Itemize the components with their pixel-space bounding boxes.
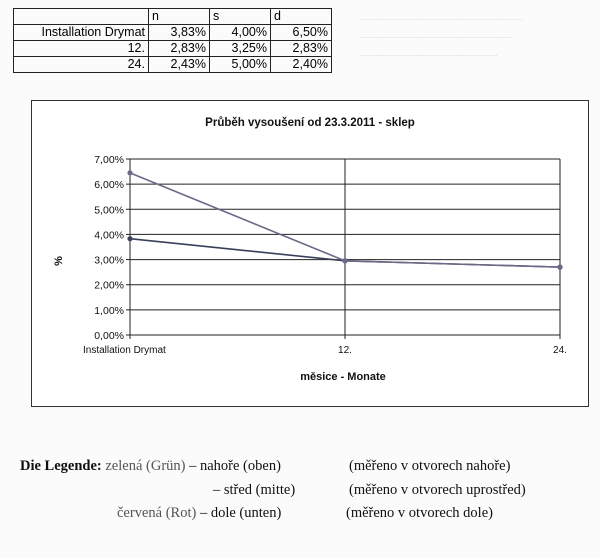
table-cell: 2,83% bbox=[271, 41, 332, 57]
y-tick-label: 1,00% bbox=[94, 304, 124, 317]
legend-middle-note: (měřeno v otvorech uprostřed) bbox=[349, 482, 526, 498]
background-ghost-text-1: ................................................................. bbox=[360, 12, 523, 22]
table-header-cell: d bbox=[271, 9, 332, 25]
table-cell: 2,43% bbox=[149, 57, 210, 73]
table-header-cell: n bbox=[149, 9, 210, 25]
data-point bbox=[342, 258, 347, 263]
legend-middle-label: – střed (mitte) bbox=[213, 482, 296, 498]
table-cell: 3,83% bbox=[149, 25, 210, 41]
y-tick-label: 2,00% bbox=[94, 279, 124, 292]
background-ghost-text-2: ............................................................. bbox=[360, 30, 513, 40]
table-row bbox=[14, 57, 332, 73]
table-cell: 2,83% bbox=[149, 41, 210, 57]
table-cell: 12. bbox=[14, 41, 149, 57]
x-tick-label: 24. bbox=[553, 345, 567, 356]
y-tick-label: 0,00% bbox=[94, 330, 124, 342]
legend-red-label: červená (Rot) bbox=[117, 505, 197, 521]
y-axis-label: % bbox=[53, 256, 65, 266]
x-tick-label: Installation Drymat bbox=[83, 345, 166, 356]
table-header-cell: s bbox=[210, 9, 271, 25]
y-tick-label: 7,00% bbox=[94, 154, 124, 166]
x-axis-label: měsice - Monate bbox=[300, 371, 386, 383]
y-tick-label: 6,00% bbox=[94, 179, 124, 192]
legend-bottom-label: – dole (unten) bbox=[199, 505, 282, 521]
chart-title: Průběh vysoušení od 23.3.2011 - sklep bbox=[205, 117, 415, 129]
x-tick-label: 12. bbox=[338, 345, 352, 356]
table-cell: Installation Drymat bbox=[14, 25, 149, 41]
table-header-cell bbox=[14, 9, 149, 25]
table-cell: 24. bbox=[14, 57, 149, 73]
y-tick-label: 4,00% bbox=[94, 229, 124, 242]
table-cell: 2,40% bbox=[271, 57, 332, 73]
table-row bbox=[14, 25, 332, 41]
table-cell: 4,00% bbox=[210, 25, 271, 41]
legend-line-3 bbox=[117, 505, 281, 522]
y-tick-label: 5,00% bbox=[94, 204, 124, 217]
legend-green-label: zelená (Grün) bbox=[105, 458, 186, 474]
data-point bbox=[127, 170, 132, 175]
line-chart bbox=[32, 101, 588, 406]
legend-top-note: (měřeno v otvorech nahoře) bbox=[349, 458, 511, 474]
table-cell: 6,50% bbox=[271, 25, 332, 41]
data-point bbox=[557, 265, 562, 270]
legend-heading: Die Legende: bbox=[20, 458, 102, 474]
chart-frame bbox=[31, 100, 589, 407]
table-cell: 3,25% bbox=[210, 41, 271, 57]
background-ghost-text-3: ....................................................... bbox=[360, 48, 498, 58]
table-header-row bbox=[14, 9, 332, 25]
table-row bbox=[14, 41, 332, 57]
data-point bbox=[127, 236, 132, 241]
table-cell: 5,00% bbox=[210, 57, 271, 73]
legend-bottom-note: (měřeno v otvorech dole) bbox=[346, 505, 493, 521]
data-table bbox=[13, 8, 332, 73]
y-tick-label: 3,00% bbox=[94, 254, 124, 267]
legend-top-label: – nahoře (oben) bbox=[189, 458, 281, 474]
legend-line-1 bbox=[20, 458, 281, 475]
